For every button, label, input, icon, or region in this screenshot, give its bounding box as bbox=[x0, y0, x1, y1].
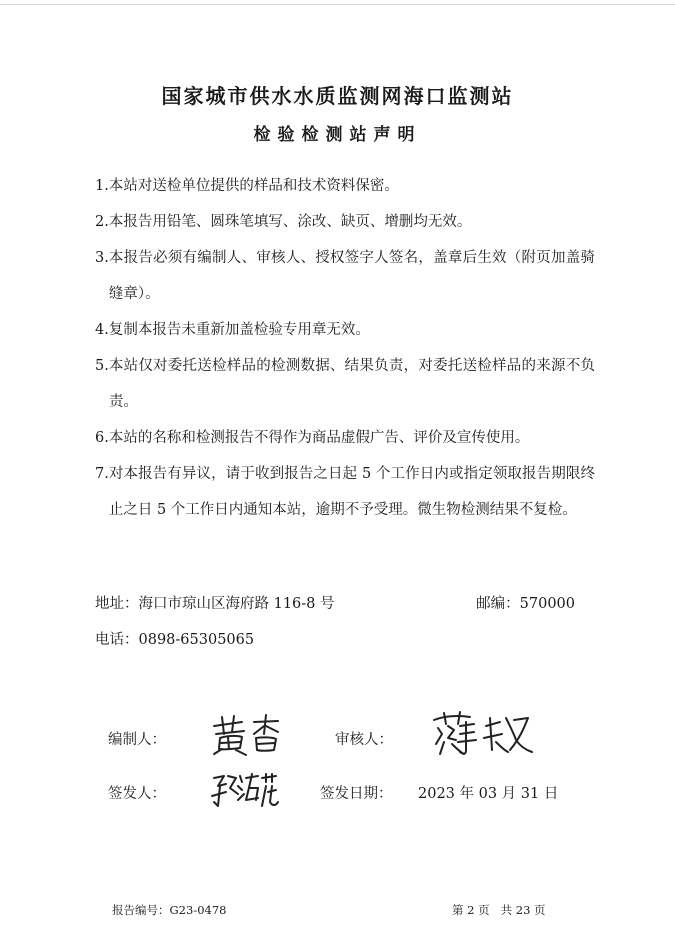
statement-text: 复制本报告未重新加盖检验专用章无效。 bbox=[108, 322, 370, 338]
statement-item bbox=[95, 168, 595, 204]
statement-item bbox=[95, 204, 595, 240]
reviewer-label: 审核人： bbox=[335, 732, 393, 748]
statement-number: 6. bbox=[95, 430, 109, 446]
statement-text: 本报告必须有编制人、审核人、授权签字人签名，盖章后生效（附页加盖骑缝章）。 bbox=[108, 250, 595, 302]
statement-item bbox=[95, 456, 595, 528]
statement-number: 1. bbox=[95, 178, 109, 194]
postcode-text: 邮编：570000 bbox=[476, 596, 575, 612]
statement-text: 对本报告有异议，请于收到报告之日起 5 个工作日内或指定领取报告期限终止之日 5 个工作日内通知本站，逾期不予受理。微生物检测结果不复检。 bbox=[108, 466, 595, 518]
statement-item bbox=[95, 348, 595, 420]
reviewer-signature bbox=[430, 710, 535, 762]
report-number: 报告编号：G23-0478 bbox=[112, 903, 227, 917]
statement-number: 4. bbox=[95, 322, 109, 338]
statement-number: 7. bbox=[95, 466, 109, 482]
page-indicator: 第 2 页 共 23 页 bbox=[452, 903, 546, 917]
statement-number: 3. bbox=[95, 250, 109, 266]
document-title: 国家城市供水水质监测网海口监测站 bbox=[161, 84, 514, 108]
statement-number: 2. bbox=[95, 214, 109, 230]
statement-item bbox=[95, 420, 595, 456]
statement-text: 本站仅对委托送检样品的检测数据、结果负责，对委托送检样品的来源不负责。 bbox=[108, 358, 595, 410]
compiler-label: 编制人： bbox=[108, 732, 166, 748]
address-text: 地址：海口市琼山区海府路 116-8 号 bbox=[95, 596, 335, 612]
statement-text: 本站的名称和检测报告不得作为商品虚假广告、评价及宣传使用。 bbox=[108, 430, 530, 446]
statement-text: 本站对送检单位提供的样品和技术资料保密。 bbox=[108, 178, 399, 194]
phone-row bbox=[95, 628, 575, 649]
statement-list bbox=[95, 168, 595, 528]
issue-date-label: 签发日期： bbox=[320, 786, 393, 802]
issuer-signature bbox=[210, 770, 280, 816]
compiler-signature bbox=[210, 712, 285, 761]
phone-text: 电话：0898-65305065 bbox=[95, 632, 255, 648]
statement-text: 本报告用铅笔、圆珠笔填写、涂改、缺页、增删均无效。 bbox=[108, 214, 472, 230]
statement-item bbox=[95, 312, 595, 348]
address-row bbox=[95, 592, 575, 613]
issuer-label: 签发人： bbox=[108, 786, 166, 802]
statement-item bbox=[95, 240, 595, 312]
statement-number: 5. bbox=[95, 358, 109, 374]
document-subtitle: 检验检测站声明 bbox=[253, 125, 422, 145]
issue-date-value: 2023 年 03 月 31 日 bbox=[418, 786, 559, 802]
scan-top-edge bbox=[0, 0, 675, 5]
